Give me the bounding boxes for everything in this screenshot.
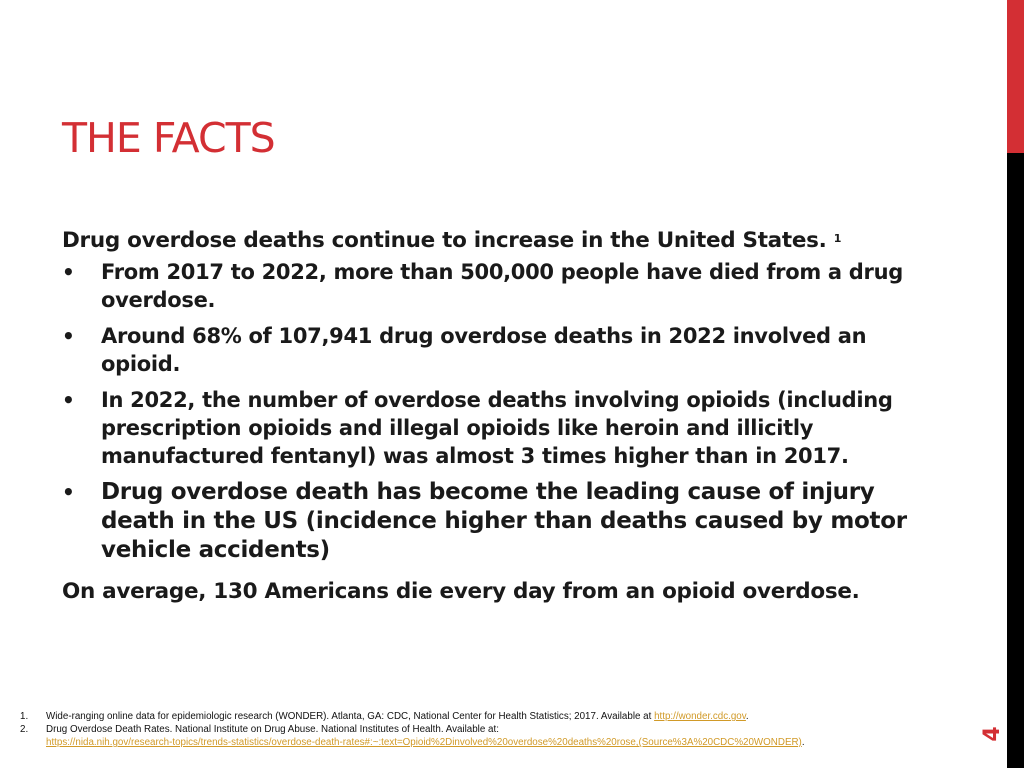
lead-footnote-marker: 1 (833, 232, 842, 245)
fact-item (62, 386, 912, 470)
reference-link[interactable]: http://wonder.cdc.gov (654, 711, 746, 722)
reference-number: 1. (20, 711, 29, 722)
side-accent-bar (1007, 0, 1024, 768)
reference-text: Drug Overdose Death Rates. National Institute on Drug Abuse. National Institutes of Health. Available at: (46, 724, 499, 735)
fact-item (62, 478, 912, 565)
lead-statement (62, 226, 912, 254)
page-number: 4 (980, 726, 1005, 742)
fact-item (62, 258, 912, 314)
bullet-icon: • (62, 260, 75, 284)
slide-body (62, 226, 912, 605)
fact-text: In 2022, the number of overdose deaths involving opioids (including prescription opioids and illegal opioids like heroin and illicitly manufactured fentanyl) was almost 3 times higher than in 2017. (101, 388, 893, 468)
reference-end: . (801, 737, 805, 748)
slide-title: THE FACTS (62, 114, 275, 162)
bullet-icon: • (62, 480, 75, 504)
lead-text: Drug overdose deaths continue to increase in the United States. (62, 228, 827, 253)
reference-list (20, 710, 980, 749)
closing-statement: On average, 130 Americans die every day from an opioid overdose. (62, 579, 860, 604)
fact-list (62, 258, 912, 565)
fact-text: Drug overdose death has become the leading cause of injury death in the US (incidence higher than deaths caused by motor vehicle accidents) (101, 479, 907, 563)
reference-link[interactable]: https://nida.nih.gov/research-topics/trends-statistics/overdose-death-rates#:~:text=Opioid%2Dinvolved%20overdose%20deaths%20rose,(Source%3A%20CDC%20WONDER) (46, 737, 802, 748)
fact-item (62, 322, 912, 378)
fact-text: From 2017 to 2022, more than 500,000 people have died from a drug overdose. (101, 260, 903, 312)
reference-number: 2. (20, 724, 29, 735)
side-bar-red-segment (1007, 0, 1024, 153)
reference-item (20, 723, 980, 749)
reference-text: Wide-ranging online data for epidemiologic research (WONDER). Atlanta, GA: CDC, National Center for Health Statistics; 2017. Available at (46, 711, 655, 722)
bullet-icon: • (62, 324, 75, 348)
side-bar-black-segment (1007, 153, 1024, 768)
fact-text: Around 68% of 107,941 drug overdose deaths in 2022 involved an opioid. (101, 324, 867, 376)
reference-item (20, 710, 980, 723)
bullet-icon: • (62, 388, 75, 412)
reference-end: . (745, 711, 749, 722)
